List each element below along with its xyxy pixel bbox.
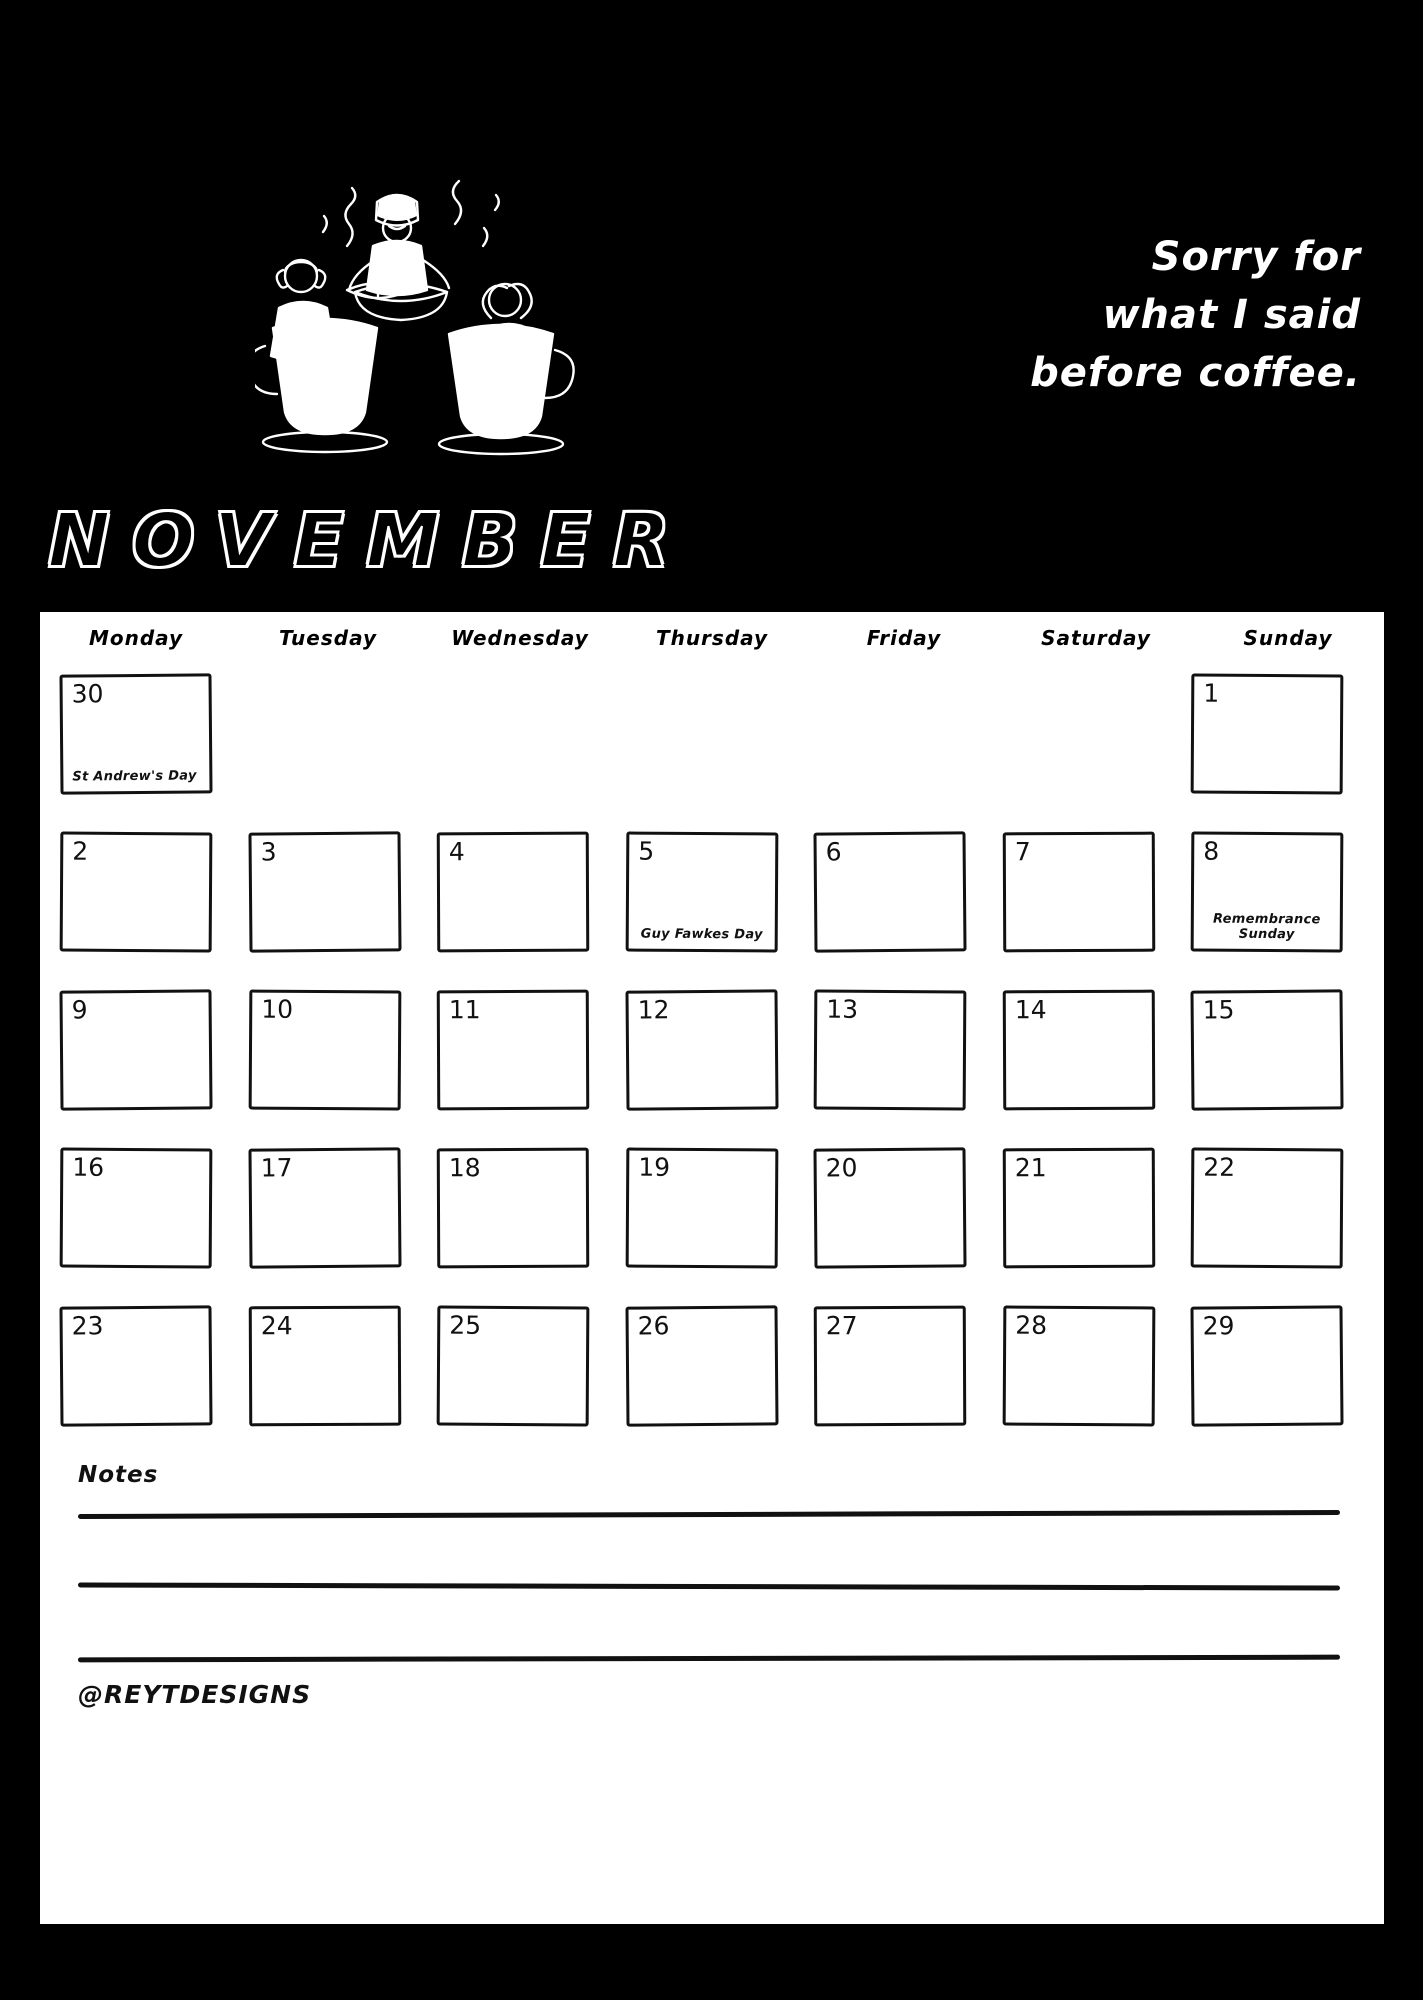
day-box[interactable] <box>59 673 212 794</box>
calendar-cell[interactable] <box>806 1142 995 1300</box>
calendar-cell[interactable] <box>429 1142 618 1300</box>
calendar-cell[interactable] <box>995 984 1184 1142</box>
day-box[interactable] <box>814 831 967 952</box>
header <box>0 0 1423 610</box>
day-event <box>444 943 582 944</box>
day-box[interactable] <box>814 990 967 1111</box>
day-event <box>256 942 394 943</box>
calendar-cell[interactable] <box>806 984 995 1142</box>
day-box[interactable] <box>248 990 401 1111</box>
notes-line-2[interactable] <box>78 1582 1340 1590</box>
day-box[interactable] <box>1191 832 1344 953</box>
calendar-cell[interactable] <box>618 1300 807 1458</box>
day-number: 10 <box>260 994 293 1024</box>
calendar-cell[interactable] <box>995 1142 1184 1300</box>
notes-section <box>40 1462 1384 1924</box>
day-box[interactable] <box>1003 1148 1156 1269</box>
day-number: 22 <box>1203 1152 1236 1182</box>
quote-text <box>801 228 1361 402</box>
day-number: 3 <box>260 837 277 867</box>
day-box[interactable] <box>1191 1148 1344 1269</box>
day-number: 21 <box>1014 1153 1047 1183</box>
quote-line-3: before coffee. <box>1030 350 1361 396</box>
day-box[interactable] <box>1191 989 1344 1110</box>
day-box-empty <box>249 674 401 794</box>
day-box[interactable] <box>59 1305 212 1426</box>
calendar-week-row <box>52 826 1372 984</box>
calendar-cell <box>995 668 1184 826</box>
notes-label: Notes <box>78 1462 159 1488</box>
day-number: 6 <box>825 837 842 867</box>
calendar-cell[interactable] <box>806 826 995 984</box>
day-number: 14 <box>1014 995 1047 1025</box>
day-number: 24 <box>260 1311 293 1341</box>
day-event: Remembrance Sunday <box>1213 911 1322 943</box>
weekday-header-row <box>40 626 1384 666</box>
calendar-cell[interactable] <box>52 668 241 826</box>
day-number: 11 <box>448 995 481 1025</box>
calendar-cell <box>429 668 618 826</box>
calendar-cell[interactable] <box>995 1300 1184 1458</box>
notes-line-3[interactable] <box>78 1655 1340 1663</box>
calendar-grid <box>52 668 1372 1458</box>
day-box[interactable] <box>1003 990 1156 1111</box>
calendar-cell[interactable] <box>429 984 618 1142</box>
day-number: 23 <box>71 1311 104 1341</box>
day-box[interactable] <box>437 1148 590 1269</box>
day-box-empty <box>626 674 778 794</box>
calendar-cell[interactable] <box>52 1142 241 1300</box>
calendar-cell[interactable] <box>52 826 241 984</box>
calendar-week-row <box>52 668 1372 826</box>
weekday-monday: Monday <box>88 626 184 650</box>
day-box[interactable] <box>625 1305 778 1426</box>
calendar-cell[interactable] <box>1183 1300 1372 1458</box>
quote-line-1: Sorry for <box>1151 234 1361 280</box>
calendar-cell[interactable] <box>1183 668 1372 826</box>
day-box[interactable] <box>814 1306 967 1427</box>
day-box[interactable] <box>1191 1305 1344 1426</box>
day-box[interactable] <box>437 832 590 953</box>
day-number: 8 <box>1203 836 1220 866</box>
calendar-week-row <box>52 1142 1372 1300</box>
quote-line-2: what I said <box>1102 292 1361 338</box>
day-box[interactable] <box>59 989 212 1110</box>
day-box-empty <box>1003 674 1155 794</box>
day-box[interactable] <box>1003 1306 1156 1427</box>
day-number: 17 <box>260 1153 293 1183</box>
calendar-cell <box>241 668 430 826</box>
day-box[interactable] <box>248 831 401 952</box>
day-number: 9 <box>71 995 88 1025</box>
day-box[interactable] <box>248 1306 401 1427</box>
day-box[interactable] <box>625 832 778 953</box>
day-box[interactable] <box>814 1147 967 1268</box>
day-number: 5 <box>637 836 654 866</box>
day-number: 29 <box>1202 1311 1236 1341</box>
designer-handle: @REYTDESIGNS <box>78 1680 312 1709</box>
day-box[interactable] <box>437 1306 590 1427</box>
calendar-cell[interactable] <box>52 1300 241 1458</box>
calendar-week-row <box>52 984 1372 1142</box>
notes-line-1[interactable] <box>78 1510 1340 1519</box>
month-title: NOVEMBER <box>48 498 692 584</box>
calendar-cell[interactable] <box>1183 984 1372 1142</box>
day-number: 12 <box>637 995 670 1025</box>
day-box-empty <box>437 674 589 794</box>
day-number: 20 <box>825 1153 858 1183</box>
calendar-cell[interactable] <box>241 984 430 1142</box>
weekday-friday: Friday <box>866 626 942 650</box>
day-number: 27 <box>826 1311 859 1341</box>
day-number: 7 <box>1014 837 1031 867</box>
calendar-cell[interactable] <box>241 1300 430 1458</box>
calendar-cell <box>618 668 807 826</box>
weekday-tuesday: Tuesday <box>278 626 377 650</box>
day-box-empty <box>814 674 966 794</box>
calendar-cell[interactable] <box>618 826 807 984</box>
weekday-thursday: Thursday <box>655 626 769 650</box>
calendar-cell <box>806 668 995 826</box>
calendar-cell[interactable] <box>995 826 1184 984</box>
day-number: 15 <box>1202 995 1236 1025</box>
day-number: 25 <box>449 1310 482 1340</box>
calendar-cell[interactable] <box>1183 826 1372 984</box>
calendar-cell[interactable] <box>429 826 618 984</box>
day-number: 2 <box>72 836 89 866</box>
day-box[interactable] <box>625 1148 778 1269</box>
calendar-cell[interactable] <box>241 1142 430 1300</box>
weekday-sunday: Sunday <box>1243 626 1333 650</box>
calendar-cell[interactable] <box>618 1142 807 1300</box>
day-number: 26 <box>637 1311 670 1341</box>
calendar-cell[interactable] <box>1183 1142 1372 1300</box>
day-number: 28 <box>1015 1310 1048 1340</box>
day-box[interactable] <box>60 1148 213 1269</box>
day-number: 1 <box>1203 678 1220 708</box>
calendar-cell[interactable] <box>429 1300 618 1458</box>
day-number: 16 <box>72 1152 105 1182</box>
day-event <box>1010 943 1148 944</box>
day-box[interactable] <box>437 990 590 1111</box>
day-number: 18 <box>448 1153 481 1183</box>
day-box[interactable] <box>60 832 213 953</box>
calendar-week-row <box>52 1300 1372 1458</box>
calendar-panel <box>40 612 1384 1924</box>
day-event <box>822 942 960 943</box>
day-box[interactable] <box>625 989 778 1110</box>
day-number: 4 <box>448 837 465 867</box>
day-box[interactable] <box>1003 832 1156 953</box>
day-box[interactable] <box>248 1147 401 1268</box>
day-box[interactable] <box>1191 674 1344 795</box>
coffee-cups-people-illustration <box>255 150 605 470</box>
day-number: 13 <box>826 994 859 1024</box>
calendar-cell[interactable] <box>241 826 430 984</box>
calendar-cell[interactable] <box>52 984 241 1142</box>
day-number: 30 <box>71 679 104 709</box>
calendar-cell[interactable] <box>618 984 807 1142</box>
calendar-cell[interactable] <box>806 1300 995 1458</box>
day-event <box>1198 785 1336 786</box>
day-event: Guy Fawkes Day <box>640 926 763 943</box>
day-number: 19 <box>637 1152 670 1182</box>
day-event <box>67 943 205 944</box>
weekday-saturday: Saturday <box>1041 626 1151 650</box>
day-event: St Andrew's Day <box>72 768 197 785</box>
weekday-wednesday: Wednesday <box>451 626 589 650</box>
